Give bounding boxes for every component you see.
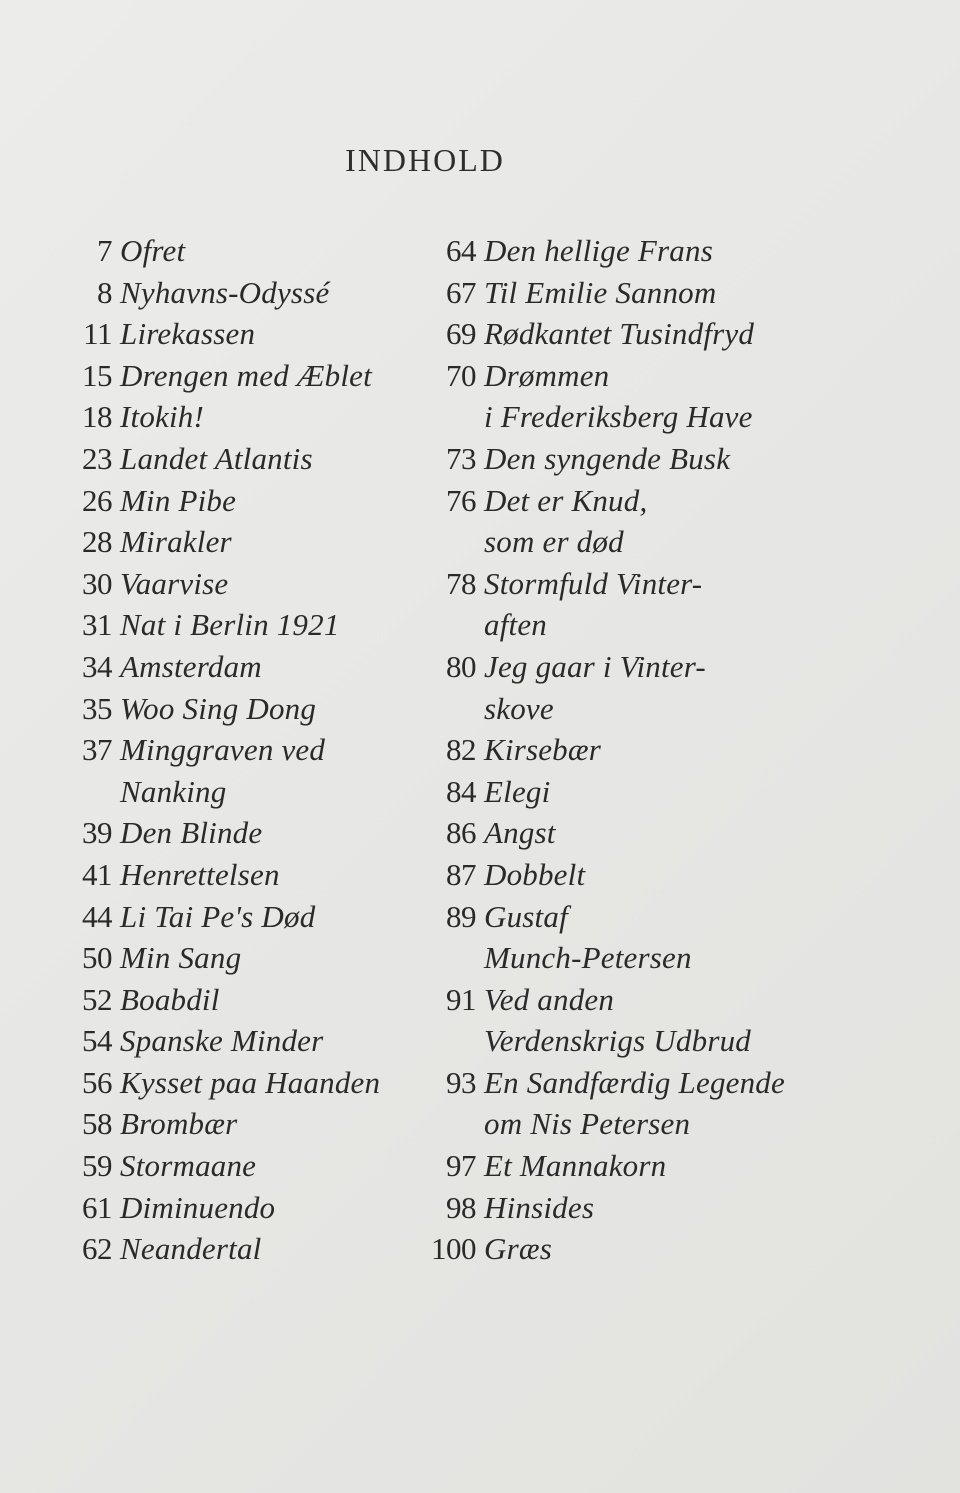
toc-column-left xyxy=(62,230,432,1270)
toc-entry xyxy=(62,438,432,480)
toc-page-number: 62 xyxy=(82,1231,112,1267)
toc-entry xyxy=(62,646,432,688)
toc-entry-title: Munch-Petersen xyxy=(484,940,692,976)
toc-page-number: 73 xyxy=(446,440,476,476)
toc-entry-title: Den Blinde xyxy=(120,815,263,851)
toc-entry xyxy=(418,896,838,938)
toc-entry-title: Elegi xyxy=(484,773,551,809)
toc-page-number: 78 xyxy=(446,565,476,601)
toc-page-number: 87 xyxy=(446,856,476,892)
toc-entry-title: Min Sang xyxy=(120,940,242,976)
toc-page-number: 89 xyxy=(446,898,476,934)
toc-entry-title: Minggraven ved xyxy=(120,732,326,768)
toc-page-number: 67 xyxy=(446,274,476,310)
toc-entry-title: i Frederiksberg Have xyxy=(484,399,753,435)
toc-entry xyxy=(62,1145,432,1187)
toc-entry-title: Itokih! xyxy=(120,399,205,435)
toc-entry xyxy=(62,604,432,646)
toc-entry-title: som er død xyxy=(484,524,624,560)
toc-page-number: 41 xyxy=(82,856,112,892)
toc-entry xyxy=(418,688,838,730)
toc-page-number: 100 xyxy=(431,1231,476,1267)
toc-entry xyxy=(62,272,432,314)
toc-page-number: 61 xyxy=(82,1189,112,1225)
toc-entry-title: Vaarvise xyxy=(120,565,229,601)
toc-page-number xyxy=(418,1020,476,1062)
toc-entry xyxy=(62,771,432,813)
toc-page-number: 76 xyxy=(446,482,476,518)
toc-entry-title: Drømmen xyxy=(484,357,610,393)
toc-entry-title: Stormaane xyxy=(120,1148,257,1184)
toc-entry-title: Jeg gaar i Vinter- xyxy=(484,648,706,684)
toc-column-right xyxy=(418,230,838,1270)
toc-entry xyxy=(62,1228,432,1270)
toc-entry-title: Stormfuld Vinter- xyxy=(484,565,703,601)
toc-entry xyxy=(62,1103,432,1145)
toc-entry xyxy=(62,979,432,1021)
toc-entry xyxy=(418,1145,838,1187)
toc-entry-title: Græs xyxy=(484,1231,552,1267)
toc-page-number: 64 xyxy=(446,233,476,268)
toc-entry-title: Ofret xyxy=(120,233,186,268)
toc-entry-title: aften xyxy=(484,607,547,643)
toc-page-number: 56 xyxy=(82,1064,112,1100)
toc-entry xyxy=(62,355,432,397)
toc-page-number: 31 xyxy=(82,607,112,643)
toc-entry xyxy=(62,396,432,438)
toc-entry xyxy=(62,480,432,522)
toc-page-number: 50 xyxy=(82,940,112,976)
toc-entry-title: Lirekassen xyxy=(120,316,256,352)
toc-page-number: 44 xyxy=(82,898,112,934)
toc-entry-title: Kirsebær xyxy=(484,732,602,768)
toc-entry xyxy=(418,272,838,314)
toc-entry xyxy=(418,1103,838,1145)
toc-page-number: 82 xyxy=(446,732,476,768)
toc-entry xyxy=(418,979,838,1021)
toc-entry-title: Henrettelsen xyxy=(120,856,280,892)
toc-page-number: 80 xyxy=(446,648,476,684)
toc-page-number: 8 xyxy=(97,274,112,310)
toc-page-number: 11 xyxy=(83,316,112,352)
toc-entry-title: Woo Sing Dong xyxy=(120,690,317,726)
toc-entry xyxy=(62,896,432,938)
toc-entry xyxy=(62,812,432,854)
toc-entry-title: Gustaf xyxy=(484,898,568,934)
toc-entry-title: Til Emilie Sannom xyxy=(484,274,717,310)
toc-entry-title: Rødkantet Tusindfryd xyxy=(484,316,755,352)
toc-entry xyxy=(62,729,432,771)
toc-page-number: 30 xyxy=(82,565,112,601)
toc-entry-title: Li Tai Pe's Død xyxy=(120,898,316,934)
toc-page-number: 91 xyxy=(446,981,476,1017)
toc-entry xyxy=(62,854,432,896)
toc-entry-title: En Sandfærdig Legende xyxy=(484,1064,785,1100)
toc-page-number: 18 xyxy=(82,399,112,435)
toc-entry-title: Verdenskrigs Udbrud xyxy=(484,1023,751,1059)
toc-entry-title: Mirakler xyxy=(120,524,232,560)
toc-entry xyxy=(418,854,838,896)
toc-page-number xyxy=(418,521,476,563)
toc-entry xyxy=(418,771,838,813)
toc-entry xyxy=(418,1187,838,1229)
toc-entry xyxy=(418,480,838,522)
toc-entry-title: Ved anden xyxy=(484,981,615,1017)
toc-entry-title: om Nis Petersen xyxy=(484,1106,691,1142)
toc-entry xyxy=(62,521,432,563)
toc-page-number: 37 xyxy=(82,732,112,768)
toc-entry-title: Boabdil xyxy=(120,981,220,1017)
toc-entry-title: Spanske Minder xyxy=(120,1023,324,1059)
toc-page-number: 98 xyxy=(446,1189,476,1225)
toc-page-number: 69 xyxy=(446,316,476,352)
toc-page-number xyxy=(418,396,476,438)
toc-entry-title: Hinsides xyxy=(484,1189,595,1225)
toc-page-number: 58 xyxy=(82,1106,112,1142)
toc-page-number xyxy=(418,688,476,730)
toc-entry-title: Et Mannakorn xyxy=(484,1148,667,1184)
toc-entry xyxy=(418,1062,838,1104)
toc-entry xyxy=(418,438,838,480)
toc-entry xyxy=(62,230,432,272)
toc-entry-title: Det er Knud, xyxy=(484,482,648,518)
toc-entry-title: Nyhavns-Odyssé xyxy=(120,274,330,310)
toc-entry-title: Diminuendo xyxy=(120,1189,276,1225)
toc-entry-title: Den hellige Frans xyxy=(484,233,713,268)
toc-page-number: 15 xyxy=(82,357,112,393)
toc-entry-title: Dobbelt xyxy=(484,856,586,892)
toc-page-number xyxy=(418,937,476,979)
page-title: INDHOLD xyxy=(345,142,505,178)
toc-page-number: 34 xyxy=(82,648,112,684)
toc-entry-title: Landet Atlantis xyxy=(120,440,313,476)
toc-page-number: 84 xyxy=(446,773,476,809)
toc-entry xyxy=(62,313,432,355)
toc-entry-title: Angst xyxy=(484,815,556,851)
toc-entry xyxy=(418,646,838,688)
toc-entry xyxy=(418,313,838,355)
toc-entry xyxy=(418,812,838,854)
toc-page-number: 28 xyxy=(82,524,112,560)
toc-page-number: 7 xyxy=(97,233,112,268)
toc-entry-title: skove xyxy=(484,690,554,726)
toc-entry xyxy=(418,1020,838,1062)
toc-entry xyxy=(418,563,838,605)
toc-page-number xyxy=(418,604,476,646)
toc-entry-title: Amsterdam xyxy=(120,648,262,684)
toc-page-number: 39 xyxy=(82,815,112,851)
toc-entry xyxy=(62,563,432,605)
toc-entry xyxy=(418,521,838,563)
toc-entry-title: Kysset paa Haanden xyxy=(120,1064,381,1100)
toc-page-number: 52 xyxy=(82,981,112,1017)
toc-entry xyxy=(418,355,838,397)
toc-page-number: 23 xyxy=(82,440,112,476)
toc-entry xyxy=(418,937,838,979)
toc-page-number: 59 xyxy=(82,1148,112,1184)
toc-page-number xyxy=(62,771,112,813)
toc-entry-title: Drengen med Æblet xyxy=(120,357,372,393)
toc-entry-title: Den syngende Busk xyxy=(484,440,731,476)
toc-entry xyxy=(418,230,838,272)
toc-entry xyxy=(62,1187,432,1229)
toc-page-number: 86 xyxy=(446,815,476,851)
toc-entry xyxy=(418,604,838,646)
toc-page-number xyxy=(418,1103,476,1145)
toc-entry-title: Neandertal xyxy=(120,1231,262,1267)
toc-entry xyxy=(418,396,838,438)
toc-entry xyxy=(418,729,838,771)
toc-entry-title: Brombær xyxy=(120,1106,238,1142)
toc-entry-title: Min Pibe xyxy=(120,482,237,518)
toc-page-number: 70 xyxy=(446,357,476,393)
toc-entry xyxy=(62,1020,432,1062)
toc-entry xyxy=(62,688,432,730)
toc-page-number: 93 xyxy=(446,1064,476,1100)
toc-page-number: 54 xyxy=(82,1023,112,1059)
toc-page-number: 35 xyxy=(82,690,112,726)
toc-entry xyxy=(418,1228,838,1270)
toc-page-number: 26 xyxy=(82,482,112,518)
toc-entry xyxy=(62,937,432,979)
toc-entry-title: Nat i Berlin 1921 xyxy=(120,607,340,643)
toc-entry xyxy=(62,1062,432,1104)
toc-page-number: 97 xyxy=(446,1148,476,1184)
toc-entry-title: Nanking xyxy=(120,773,227,809)
